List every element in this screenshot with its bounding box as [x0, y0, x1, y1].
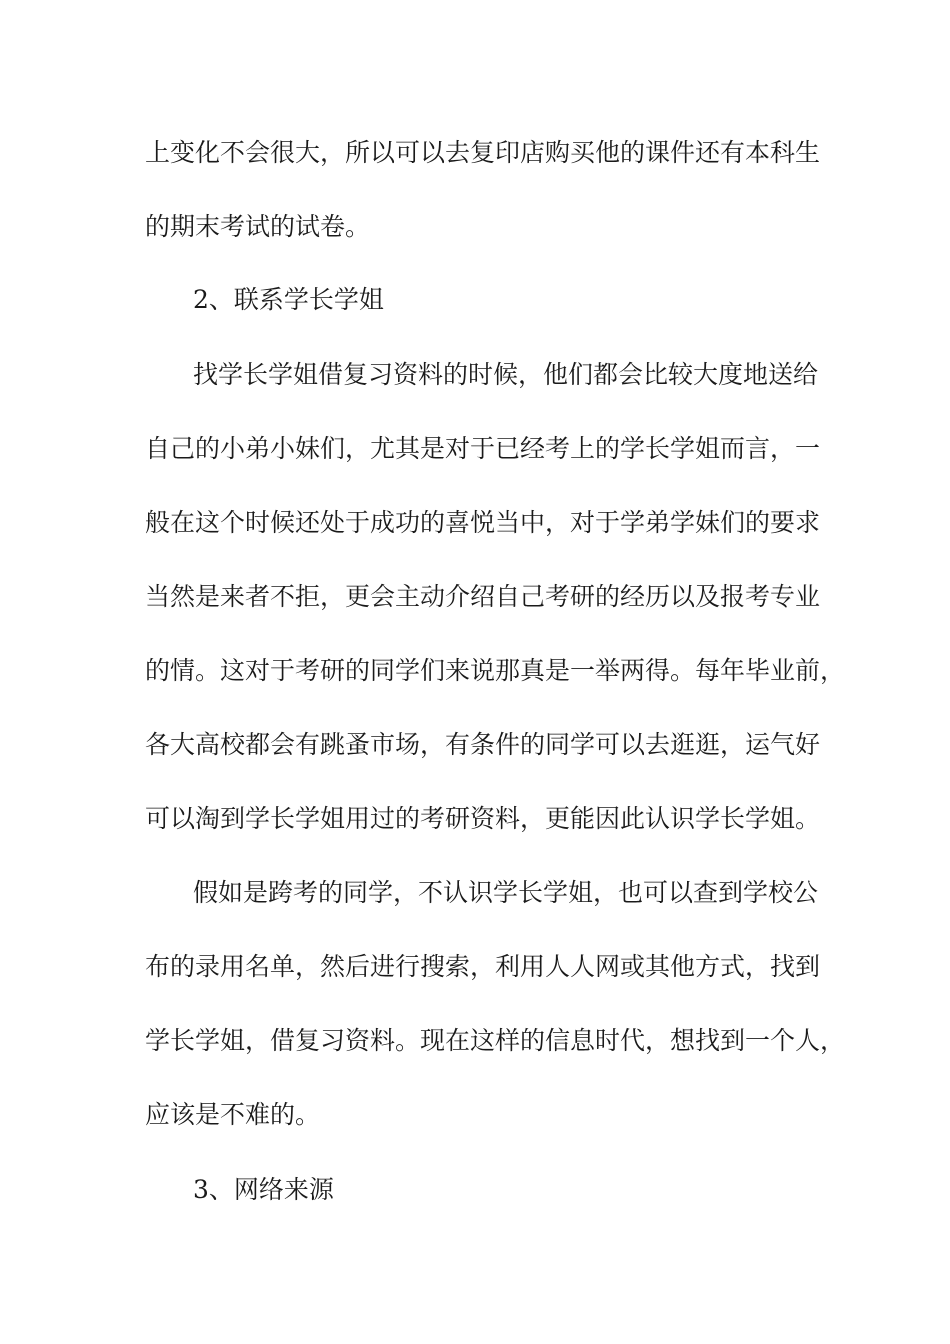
text-line: 可以淘到学长学姐用过的考研资料，更能因此认识学长学姐。 [145, 804, 821, 833]
text-line: 学长学姐，借复习资料。现在这样的信息时代，想找到一个人， [145, 1026, 846, 1055]
text-line: 上变化不会很大，所以可以去复印店购买他的课件还有本科生 [145, 138, 821, 167]
text-line: 自己的小弟小妹们，尤其是对于已经考上的学长学姐而言，一 [145, 434, 821, 463]
section-heading: 2、联系学长学姐 [193, 285, 384, 314]
text-line: 的情。这对于考研的同学们来说那真是一举两得。每年毕业前， [145, 656, 846, 685]
text-line: 各大高校都会有跳蚤市场，有条件的同学可以去逛逛，运气好 [145, 730, 821, 759]
text-line: 当然是来者不拒，更会主动介绍自己考研的经历以及报考专业 [145, 582, 821, 611]
text-line: 般在这个时候还处于成功的喜悦当中，对于学弟学妹们的要求 [145, 508, 821, 537]
text-line: 应该是不难的。 [145, 1100, 321, 1129]
section-heading: 3、网络来源 [193, 1175, 334, 1204]
text-line: 的期末考试的试卷。 [145, 212, 371, 241]
text-line: 假如是跨考的同学，不认识学长学姐，也可以查到学校公 [193, 878, 819, 907]
text-line: 布的录用名单，然后进行搜索，利用人人网或其他方式，找到 [145, 952, 821, 981]
text-line: 找学长学姐借复习资料的时候，他们都会比较大度地送给 [193, 360, 819, 389]
